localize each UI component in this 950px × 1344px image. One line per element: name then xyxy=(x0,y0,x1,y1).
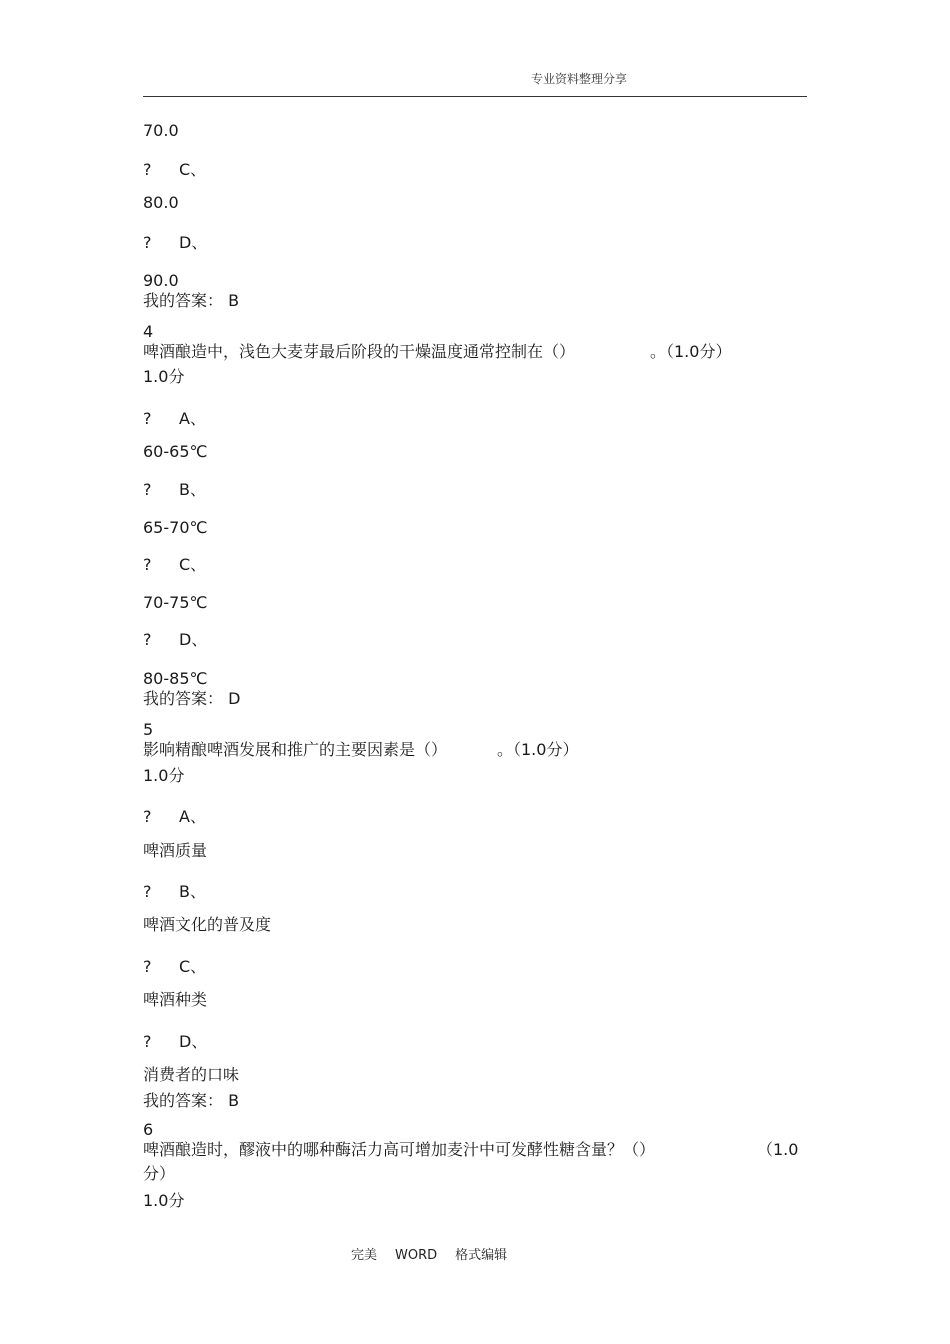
option-marker: ? xyxy=(143,1032,152,1051)
question-text: 影响精酿啤酒发展和推广的主要因素是（） xyxy=(143,740,448,759)
option-value: 70-75℃ xyxy=(143,593,208,612)
page-footer xyxy=(351,1244,507,1263)
option-marker: ? xyxy=(143,957,152,976)
footer-text-c: 格式编辑 xyxy=(455,1248,508,1263)
option-value: 啤酒质量 xyxy=(143,841,208,860)
option-value: 80-85℃ xyxy=(143,669,208,688)
question-number: 4 xyxy=(143,322,154,341)
question-score-cont: 分） xyxy=(143,1164,176,1183)
header-rule xyxy=(143,96,807,97)
option-letter: B、 xyxy=(179,882,206,901)
option-value: 啤酒种类 xyxy=(143,990,208,1009)
option-letter: B、 xyxy=(179,480,206,499)
option-value: 90.0 xyxy=(143,271,179,290)
option-letter: D、 xyxy=(179,1032,208,1051)
option-marker: ? xyxy=(143,160,152,179)
question-number: 5 xyxy=(143,720,154,739)
option-letter: A、 xyxy=(179,807,206,826)
option-label xyxy=(143,160,206,180)
question-text: 啤酒酿造中，浅色大麦芽最后阶段的干燥温度通常控制在（） xyxy=(143,342,576,361)
question-points: 1.0分 xyxy=(143,1191,185,1210)
option-label xyxy=(143,480,206,500)
option-marker: ? xyxy=(143,480,152,499)
option-label xyxy=(143,807,206,827)
option-marker: ? xyxy=(143,409,152,428)
option-letter: C、 xyxy=(179,957,207,976)
option-letter: C、 xyxy=(179,555,207,574)
option-label xyxy=(143,409,206,429)
question-points: 1.0分 xyxy=(143,367,185,386)
page-header: 专业资料整理分享 xyxy=(531,72,628,86)
my-answer: 我的答案： B xyxy=(143,1091,240,1110)
option-value: 65-70℃ xyxy=(143,518,208,537)
question-points: 1.0分 xyxy=(143,766,185,785)
option-letter: D、 xyxy=(179,630,208,649)
option-value: 70.0 xyxy=(143,121,179,140)
my-answer: 我的答案： B xyxy=(143,291,240,310)
option-marker: ? xyxy=(143,630,152,649)
option-label xyxy=(143,233,207,253)
option-marker: ? xyxy=(143,807,152,826)
option-letter: A、 xyxy=(179,409,206,428)
option-value: 80.0 xyxy=(143,193,179,212)
question-number: 6 xyxy=(143,1120,154,1139)
option-label xyxy=(143,882,206,902)
option-letter: C、 xyxy=(179,160,207,179)
option-label xyxy=(143,555,206,575)
option-marker: ? xyxy=(143,233,152,252)
option-marker: ? xyxy=(143,555,152,574)
question-score: （1.0 xyxy=(757,1140,799,1159)
option-letter: D、 xyxy=(179,233,208,252)
my-answer: 我的答案： D xyxy=(143,689,241,708)
option-value: 啤酒文化的普及度 xyxy=(143,915,272,934)
question-score: 。（1.0分） xyxy=(497,740,579,759)
option-label xyxy=(143,957,206,977)
option-label xyxy=(143,630,207,650)
option-value: 消费者的口味 xyxy=(143,1065,240,1084)
footer-text-b: WORD xyxy=(395,1248,438,1263)
option-marker: ? xyxy=(143,882,152,901)
option-label xyxy=(143,1032,207,1052)
footer-text-a: 完美 xyxy=(351,1248,378,1263)
question-score: 。（1.0分） xyxy=(650,342,732,361)
question-text: 啤酒酿造时，醪液中的哪种酶活力高可增加麦汁中可发酵性糖含量？（） xyxy=(143,1140,656,1159)
option-value: 60-65℃ xyxy=(143,442,208,461)
